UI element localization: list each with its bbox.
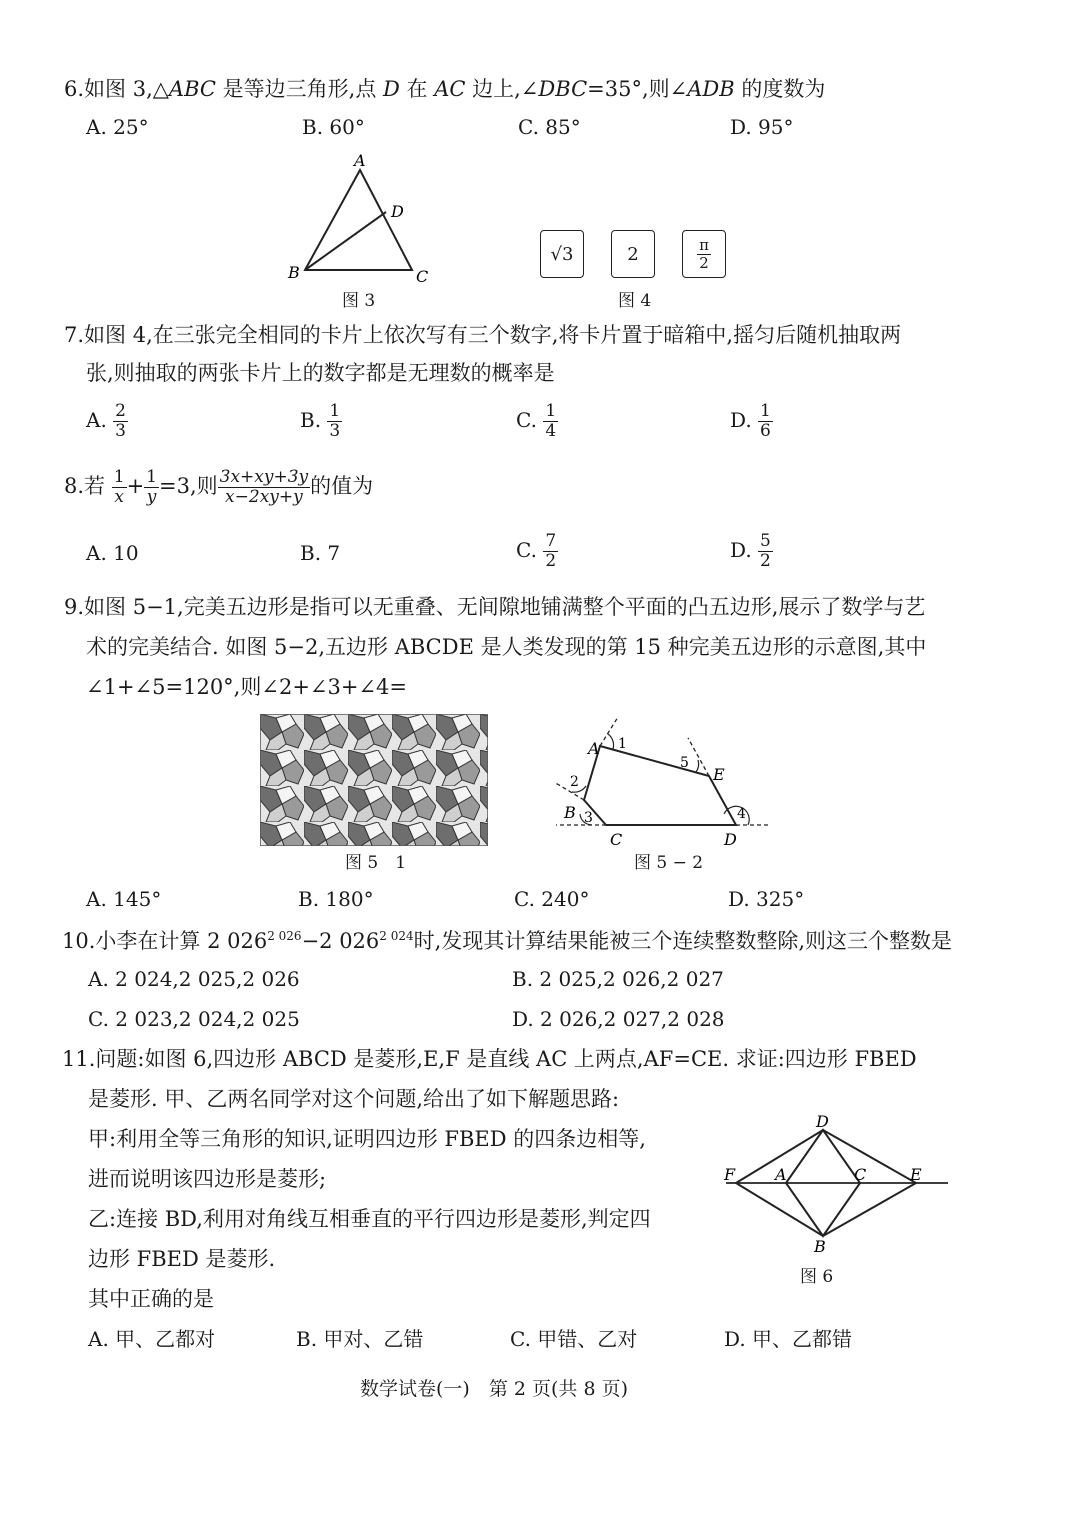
q11-line6: 边形 FBED 是菱形. [88, 1247, 276, 1271]
fig6-label-d: D [816, 1112, 829, 1131]
q11-line4: 进而说明该四边形是菱形; [88, 1167, 327, 1191]
figure-6-caption: 图 6 [800, 1267, 834, 1287]
fig5-label-c: C [610, 830, 623, 849]
q11-line1: 11.问题:如图 6,四边形 ABCD 是菱形,E,F 是直线 AC 上两点,AF=CE. 求证:四边形 FBED [62, 1047, 917, 1071]
q9-option-d: D. 325° [728, 887, 805, 911]
fig5-angle-3: 3 [584, 810, 593, 826]
figure-4-caption: 图 4 [618, 291, 652, 311]
q11-option-b: B. 甲对、乙错 [296, 1327, 424, 1351]
q6-option-a: A. 25° [86, 115, 149, 139]
q7-option-d: D. $\frac{1}{6}$ [730, 401, 771, 441]
q9-line2: 术的完美结合. 如图 5−2,五边形 ABCDE 是人类发现的第 15 种完美五边形的示意图,其中 [86, 635, 927, 659]
card-pi-over-2: $\frac{\pi}{2}$ [682, 230, 726, 278]
q6-option-c: C. 85° [518, 115, 581, 139]
q10-option-d: D. 2 026,2 027,2 028 [512, 1007, 725, 1031]
fig6-label-e: E [910, 1165, 922, 1184]
q9-line1: 9.如图 5−1,完美五边形是指可以无重叠、无间隙地铺满整个平面的凸五边形,展示了数学与艺 [64, 595, 926, 619]
q8-option-b: B. 7 [300, 541, 341, 565]
fig3-label-b: B [288, 263, 300, 282]
q8-option-d: D. $\frac{5}{2}$ [730, 531, 771, 571]
q8-option-c: C. $\frac{7}{2}$ [516, 531, 557, 571]
q7-option-a: A. $\frac{2}{3}$ [86, 401, 126, 441]
figure-5-1-caption: 图 5 1 [345, 853, 407, 873]
fig6-label-f: F [724, 1165, 736, 1184]
q6-option-b: B. 60° [302, 115, 365, 139]
q11-option-c: C. 甲错、乙对 [510, 1327, 638, 1351]
q9-option-a: A. 145° [86, 887, 162, 911]
fig6-label-b: B [814, 1237, 826, 1256]
q11-option-a: A. 甲、乙都对 [88, 1327, 216, 1351]
figure-5-2-caption: 图 5 − 2 [634, 853, 704, 873]
fig5-angle-5: 5 [680, 755, 689, 771]
figure-5-1-tessellation [260, 714, 488, 846]
fig3-label-c: C [416, 267, 429, 286]
fig5-angle-4: 4 [737, 806, 746, 822]
fig6-label-a: A [775, 1165, 787, 1184]
fig5-angle-1: 1 [618, 736, 627, 752]
card-2: 2 [611, 230, 655, 278]
q11-option-d: D. 甲、乙都错 [724, 1327, 853, 1351]
card-sqrt3: √3 [540, 230, 584, 278]
fig5-label-b: B [564, 803, 576, 822]
q7-line1: 7.如图 4,在三张完全相同的卡片上依次写有三个数字,将卡片置于暗箱中,摇匀后随机抽取两 [64, 323, 902, 347]
q6-stem: 6.如图 3,△ABC 是等边三角形,点 D 在 AC 边上,∠DBC=35°,则∠ADB 的度数为 [64, 77, 826, 101]
q11-line5: 乙:连接 BD,利用对角线互相垂直的平行四边形是菱形,判定四 [88, 1207, 651, 1231]
figure-3-triangle [280, 150, 440, 290]
q11-line2: 是菱形. 甲、乙两名同学对这个问题,给出了如下解题思路: [88, 1087, 620, 1111]
q7-option-c: C. $\frac{1}{4}$ [516, 401, 557, 441]
fig6-label-c: C [854, 1165, 867, 1184]
q10-option-b: B. 2 025,2 026,2 027 [512, 967, 724, 991]
q11-line3: 甲:利用全等三角形的知识,证明四边形 FBED 的四条边相等, [88, 1127, 646, 1151]
q10-stem: 10.小李在计算 2 $026^{2 026}-2$ $026^{2 024}$时,发现其计算结果能被三个连续整数整除,则这三个整数是 [62, 929, 952, 953]
fig3-label-d: D [391, 202, 404, 221]
fig5-label-e: E [713, 765, 725, 784]
q9-option-c: C. 240° [514, 887, 590, 911]
q10-option-a: A. 2 024,2 025,2 026 [88, 967, 300, 991]
figure-5-2-pentagon [548, 712, 778, 852]
q11-line7: 其中正确的是 [88, 1287, 214, 1311]
q10-option-c: C. 2 023,2 024,2 025 [88, 1007, 300, 1031]
fig3-label-a: A [354, 151, 366, 170]
figure-3-caption: 图 3 [342, 291, 376, 311]
q8-stem: 8.若 $\frac{1}{x}$ + $\frac{1}{y}$ =3,则 $\frac{3x+xy+3y}{x-2xy+y}$ 的值为 [64, 467, 374, 507]
fig5-label-a: A [588, 739, 600, 758]
q6-option-d: D. 95° [730, 115, 794, 139]
q7-option-b: B. $\frac{1}{3}$ [300, 401, 341, 441]
fig5-label-d: D [724, 830, 737, 849]
fig5-angle-2: 2 [570, 774, 579, 790]
q7-line2: 张,则抽取的两张卡片上的数字都是无理数的概率是 [86, 361, 555, 385]
q9-option-b: B. 180° [298, 887, 374, 911]
q8-option-a: A. 10 [86, 541, 139, 565]
page-footer: 数学试卷(一) 第 2 页(共 8 页) [360, 1378, 628, 1400]
q9-line3: ∠1+∠5=120°,则∠2+∠3+∠4= [86, 675, 408, 699]
figure-6-rhombus [720, 1110, 952, 1256]
